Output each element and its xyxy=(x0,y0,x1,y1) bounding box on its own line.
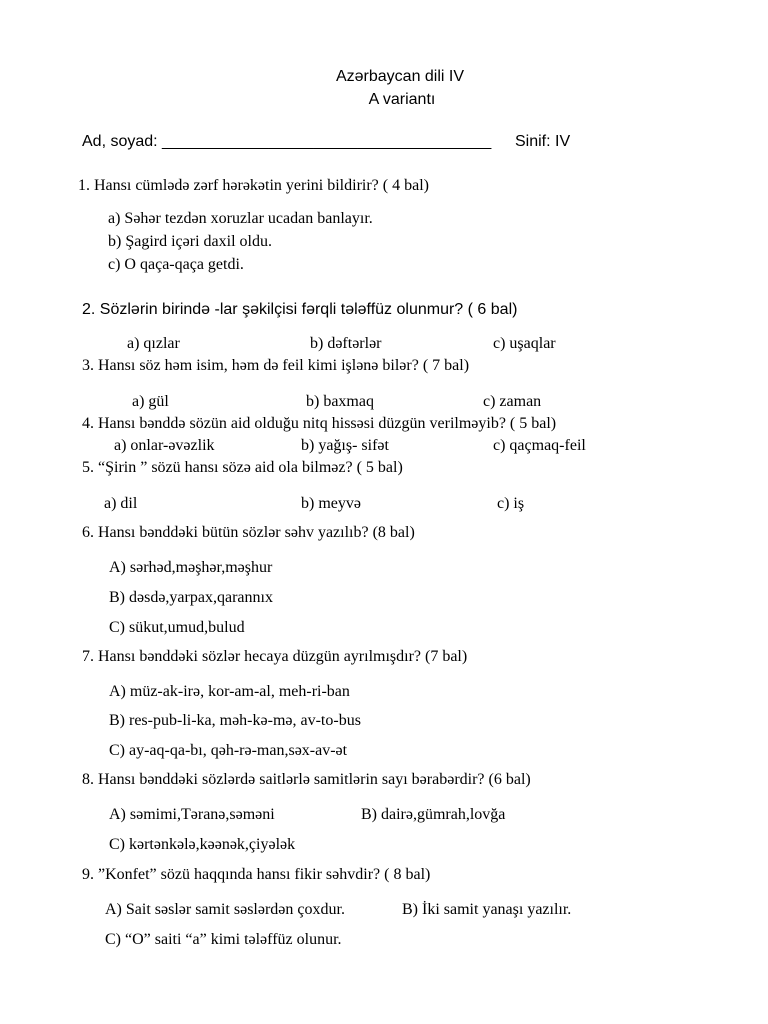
question-2-option-a: a) qızlar xyxy=(127,335,180,352)
question-4: 4. Hansı bənddə sözün aid olduğu nitq hissəsi düzgün verilməyib? ( 5 bal) xyxy=(82,415,557,432)
question-8-option-c: C) kərtənkələ,kəənək,çiyələk xyxy=(109,836,296,853)
page-subtitle: A variantı xyxy=(368,91,436,108)
question-4-option-b: b) yağış- sifət xyxy=(301,437,389,454)
question-3: 3. Hansı söz həm isim, həm də feil kimi işlənə bilər? ( 7 bal) xyxy=(82,357,470,374)
question-1-option-a: a) Səhər tezdən xoruzlar ucadan banlayır. xyxy=(108,210,373,227)
question-6-option-a: A) sərhəd,məşhər,məşhur xyxy=(109,559,273,576)
question-9-option-c: C) “O” saiti “a” kimi tələffüz olunur. xyxy=(105,931,342,948)
question-8-option-a: A) səmimi,Təranə,səməni xyxy=(109,806,275,823)
page-title: Azərbaycan dili IV xyxy=(335,68,465,85)
question-1-option-b: b) Şagird içəri daxil oldu. xyxy=(108,233,272,250)
question-7-option-b: B) res-pub-li-ka, məh-kə-mə, av-to-bus xyxy=(109,712,361,729)
question-3-option-a: a) gül xyxy=(132,393,169,410)
question-9: 9. ”Konfet” sözü haqqında hansı fikir səhvdir? ( 8 bal) xyxy=(82,866,431,883)
question-2-option-b: b) dəftərlər xyxy=(310,335,382,352)
question-5: 5. “Şirin ” sözü hansı sözə aid ola bilməz? ( 5 bal) xyxy=(82,459,403,476)
question-1-option-c: c) O qaça-qaça getdi. xyxy=(108,256,244,273)
question-5-option-c: c) iş xyxy=(497,495,525,512)
question-3-option-c: c) zaman xyxy=(483,393,542,410)
question-5-option-b: b) meyvə xyxy=(301,495,361,512)
question-7: 7. Hansı bənddəki sözlər hecaya düzgün ayrılmışdır? (7 bal) xyxy=(82,648,468,665)
question-4-option-a: a) onlar-əvəzlik xyxy=(114,437,215,454)
question-9-option-b: B) İki samit yanaşı yazılır. xyxy=(402,901,572,918)
question-8: 8. Hansı bənddəki sözlərdə saitlərlə samitlərin sayı bərabərdir? (6 bal) xyxy=(82,771,531,788)
question-8-option-b: B) dairə,gümrah,lovğa xyxy=(361,806,506,823)
question-6: 6. Hansı bənddəki bütün sözlər səhv yazılıb? (8 bal) xyxy=(82,524,415,541)
class-label: Sinif: IV xyxy=(515,133,571,150)
question-7-option-c: C) ay-aq-qa-bı, qəh-rə-man,səx-av-ət xyxy=(109,742,348,759)
question-6-option-b: B) dəsdə,yarpax,qarannıx xyxy=(109,589,273,606)
question-9-option-a: A) Sait səslər samit səslərdən çoxdur. xyxy=(105,901,345,918)
question-3-option-b: b) baxmaq xyxy=(306,393,374,410)
question-5-option-a: a) dil xyxy=(104,495,138,512)
question-7-option-a: A) müz-ak-irə, kor-am-al, meh-ri-ban xyxy=(109,683,350,700)
question-2: 2. Sözlərin birində -lar şəkilçisi fərqli tələffüz olunmur? ( 6 bal) xyxy=(82,301,518,318)
question-6-option-c: C) sükut,umud,bulud xyxy=(109,619,245,636)
question-2-option-c: c) uşaqlar xyxy=(493,335,556,352)
name-line: Ad, soyad: _____________________________________ xyxy=(82,133,492,150)
question-1: 1. Hansı cümlədə zərf hərəkətin yerini bildirir? ( 4 bal) xyxy=(78,177,429,194)
question-4-option-c: c) qaçmaq-feil xyxy=(493,437,586,454)
